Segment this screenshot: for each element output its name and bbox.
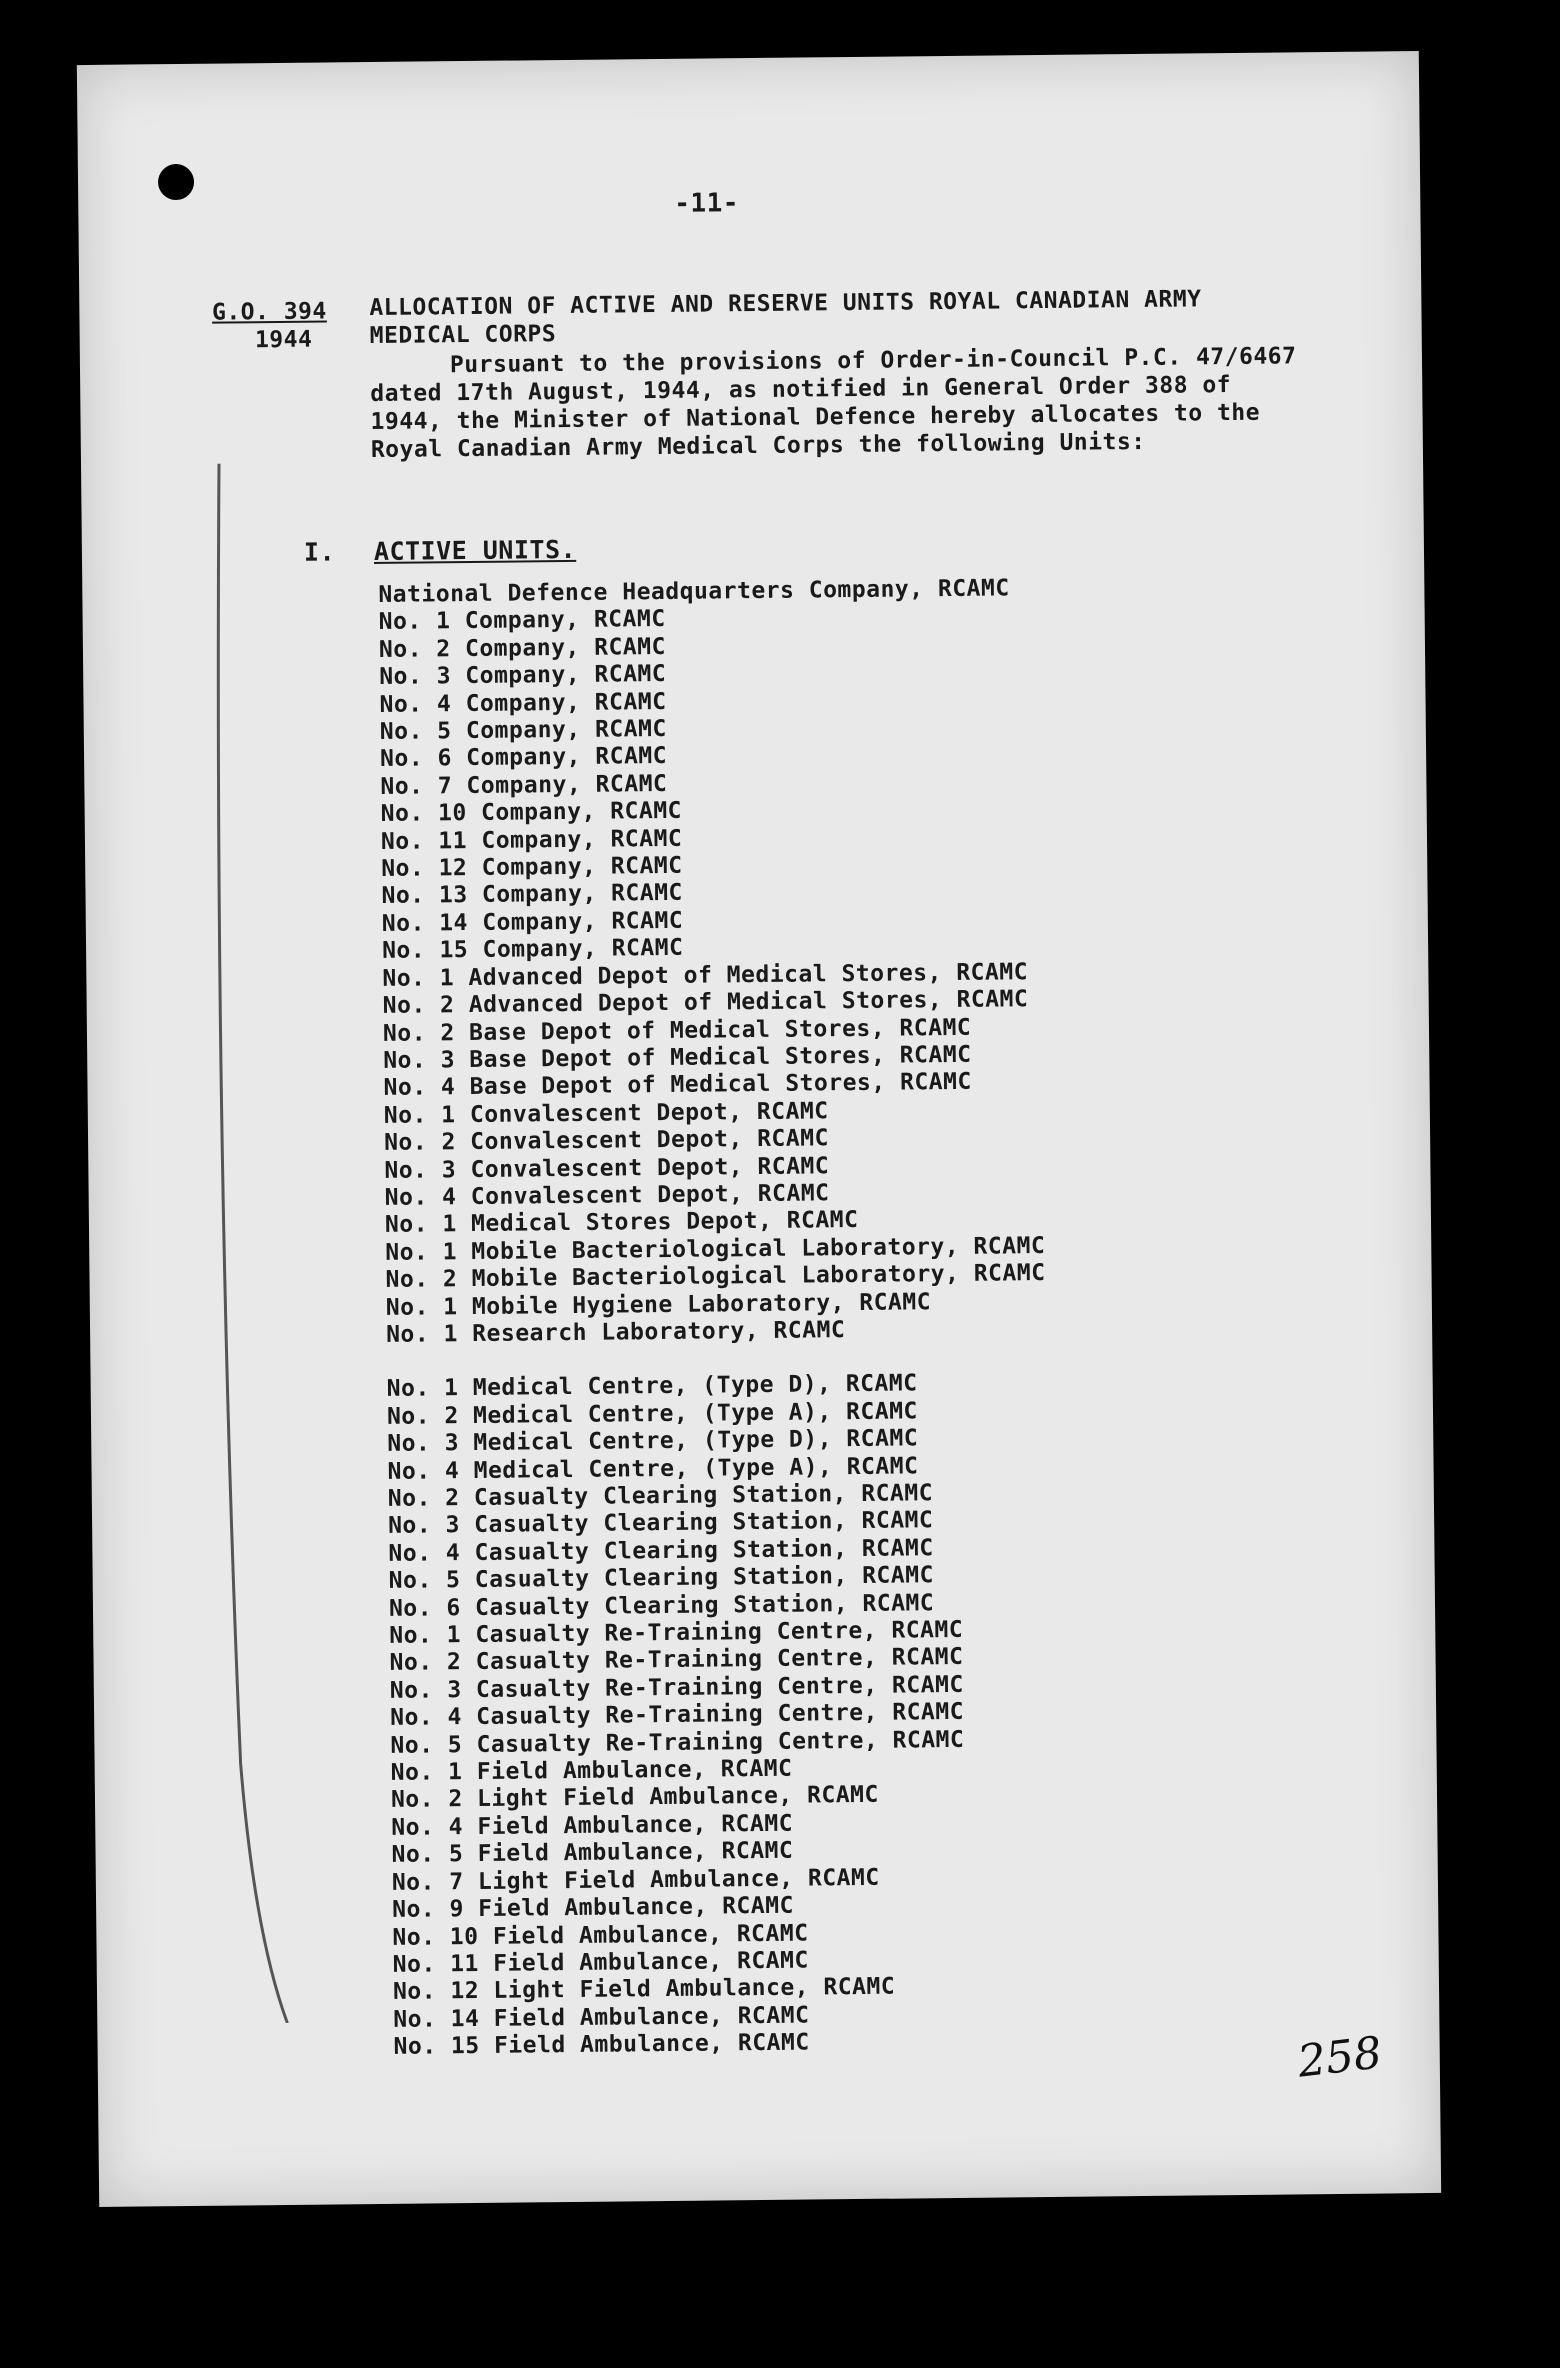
order-reference-number: G.O. 394 [211, 298, 327, 326]
unit-list-item: No. 15 Company, RCAMC [381, 935, 684, 965]
section-title: ACTIVE UNITS. [373, 534, 577, 566]
unit-list-item: No. 2 Convalescent Depot, RCAMC [383, 1125, 830, 1157]
unit-list-item: No. 3 Casualty Re-Training Centre, RCAMC [389, 1671, 964, 1704]
unit-list-item: No. 1 Company, RCAMC [378, 606, 666, 636]
page-number: -11- [674, 188, 740, 219]
unit-list-item: No. 1 Convalescent Depot, RCAMC [383, 1097, 829, 1129]
unit-list-item: No. 2 Advanced Depot of Medical Stores, RCAMC [382, 986, 1029, 1020]
unit-list-item: No. 14 Company, RCAMC [381, 907, 684, 937]
punch-hole [158, 164, 194, 200]
unit-list-item: No. 1 Casualty Re-Training Centre, RCAMC [389, 1616, 964, 1649]
unit-list-item: No. 3 Convalescent Depot, RCAMC [384, 1152, 830, 1184]
general-order-reference [199, 297, 340, 354]
unit-list-item: No. 13 Company, RCAMC [381, 880, 683, 910]
unit-list-item: No. 2 Base Depot of Medical Stores, RCAMC [382, 1014, 972, 1047]
unit-list-item: No. 3 Base Depot of Medical Stores, RCAMC [383, 1041, 972, 1074]
unit-list-item: No. 11 Field Ambulance, RCAMC [392, 1947, 809, 1978]
unit-list-item: No. 1 Mobile Hygiene Laboratory, RCAMC [385, 1288, 932, 1321]
unit-list-item: No. 15 Field Ambulance, RCAMC [393, 2029, 810, 2061]
unit-list-item: No. 10 Company, RCAMC [380, 798, 683, 828]
unit-list-item: No. 6 Company, RCAMC [379, 743, 668, 773]
order-reference-year: 1944 [254, 326, 313, 354]
unit-list-item: No. 1 Medical Centre, (Type D), RCAMC [386, 1370, 918, 1403]
unit-list-item: No. 5 Casualty Re-Training Centre, RCAMC [390, 1726, 965, 1759]
unit-list-item: No. 11 Company, RCAMC [380, 825, 683, 855]
unit-list-item: No. 1 Advanced Depot of Medical Stores, RCAMC [382, 958, 1029, 992]
unit-list-item: No. 4 Medical Centre, (Type A), RCAMC [387, 1452, 919, 1485]
unit-list-item: No. 1 Research Laboratory, RCAMC [385, 1317, 846, 1348]
order-heading: ALLOCATION OF ACTIVE AND RESERVE UNITS ROYAL CANADIAN ARMY MEDICAL CORPS [369, 286, 1202, 350]
unit-list-item: No. 4 Convalescent Depot, RCAMC [384, 1180, 830, 1211]
unit-list-item: No. 3 Medical Centre, (Type D), RCAMC [387, 1425, 919, 1458]
unit-list-item: No. 7 Light Field Ambulance, RCAMC [391, 1864, 880, 1896]
unit-list-item: No. 5 Casualty Clearing Station, RCAMC [388, 1562, 935, 1595]
document-page [77, 51, 1441, 2207]
unit-list-item: No. 2 Casualty Re-Training Centre, RCAMC [389, 1644, 964, 1677]
unit-list-item: No. 1 Medical Stores Depot, RCAMC [384, 1207, 859, 1239]
unit-list-item: No. 12 Light Field Ambulance, RCAMC [392, 1973, 896, 2006]
unit-list-item: No. 4 Casualty Re-Training Centre, RCAMC [390, 1699, 965, 1732]
unit-list-item: No. 4 Casualty Clearing Station, RCAMC [388, 1535, 934, 1567]
unit-list-item: No. 4 Field Ambulance, RCAMC [391, 1810, 794, 1841]
unit-list-item: No. 10 Field Ambulance, RCAMC [392, 1920, 809, 1951]
unit-list-item: No. 5 Field Ambulance, RCAMC [391, 1837, 794, 1869]
unit-list-item: No. 3 Casualty Clearing Station, RCAMC [388, 1507, 934, 1540]
unit-list-item: No. 12 Company, RCAMC [381, 852, 683, 883]
active-units-list [378, 575, 1053, 2061]
unit-list-item: No. 2 Company, RCAMC [378, 633, 667, 663]
unit-list-item: No. 2 Medical Centre, (Type A), RCAMC [386, 1398, 918, 1430]
unit-list-item: No. 3 Company, RCAMC [379, 661, 667, 691]
unit-list-item: No. 1 Field Ambulance, RCAMC [390, 1755, 793, 1786]
unit-list-item: No. 1 Mobile Bacteriological Laboratory, RCAMC [385, 1232, 1046, 1266]
unit-list-item: No. 7 Company, RCAMC [380, 770, 668, 800]
unit-list-item: No. 2 Light Field Ambulance, RCAMC [390, 1782, 879, 1814]
unit-list-item: No. 9 Field Ambulance, RCAMC [392, 1892, 795, 1923]
unit-list-item: No. 5 Company, RCAMC [379, 715, 667, 745]
section-numeral: I. [303, 537, 336, 567]
unit-list-item: No. 6 Casualty Clearing Station, RCAMC [388, 1589, 935, 1622]
unit-list-item: No. 4 Company, RCAMC [379, 688, 667, 718]
unit-list-item: No. 4 Base Depot of Medical Stores, RCAMC [383, 1069, 972, 1102]
order-paragraph: Pursuant to the provisions of Order-in-Council P.C. 47/6467 dated 17th August, 1944, as notified in General Order 388 of 1944, the Minister of National Defence hereby allocates to the Royal Canadian Army Medical Corps the following Units: [370, 343, 1297, 464]
unit-list-item: National Defence Headquarters Company, RCAMC [378, 575, 1010, 608]
handwritten-page-number: 258 [1295, 2027, 1385, 2088]
margin-pencil-line [199, 463, 295, 2024]
unit-list-item: No. 2 Casualty Clearing Station, RCAMC [387, 1480, 934, 1512]
unit-list-item: No. 2 Mobile Bacteriological Laboratory, RCAMC [385, 1260, 1046, 1294]
unit-list-item: No. 14 Field Ambulance, RCAMC [393, 2002, 810, 2033]
